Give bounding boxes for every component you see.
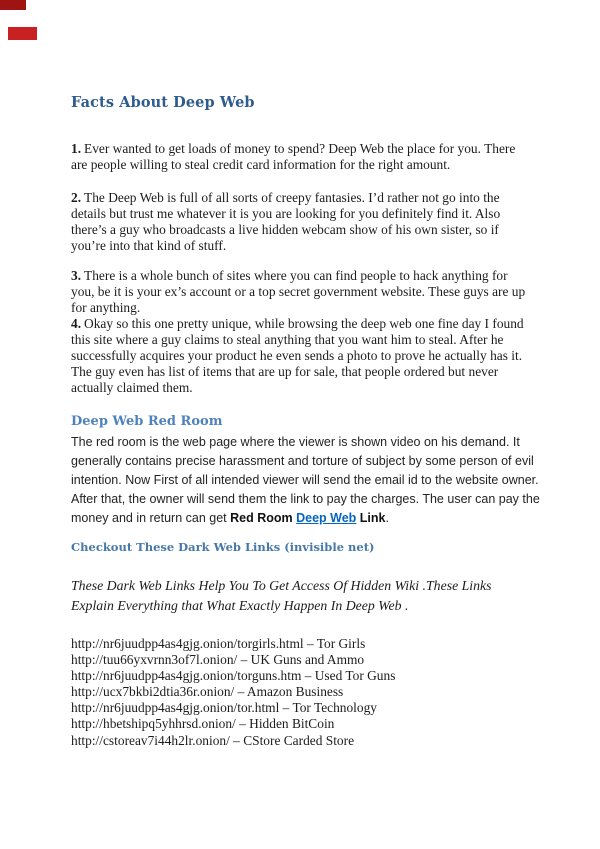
facts-section	[71, 141, 531, 413]
fact-number: 2.	[71, 190, 82, 205]
dark-web-link-line: http://tuu66yxvrnn3of7l.onion/ – UK Guns and Ammo	[71, 652, 365, 668]
dark-web-link-line: http://hbetshipq5yhhrsd.onion/ – Hidden BitCoin	[71, 716, 335, 732]
corner-mark-bottom	[8, 27, 37, 40]
links-note: These Dark Web Links Help You To Get Access Of Hidden Wiki .These Links Explain Everything that What Exactly Happen In Deep Web .	[71, 578, 492, 613]
fact-number: 1.	[71, 141, 82, 156]
fact-text: Ever wanted to get loads of money to spend? Deep Web the place for you. There are people willing to steal credit card information for the right amount.	[71, 141, 516, 172]
checkout-heading: Checkout These Dark Web Links (invisible net)	[71, 540, 375, 554]
fact-text: The Deep Web is full of all sorts of creepy fantasies. I’d rather not go into the details but trust me whatever it is you are looking for you definitely find it. Also there’s a guy who broadcasts a live hidden webcam show of his own sister, so if you’re into that kind of stuff.	[71, 190, 501, 253]
red-room-paragraph	[71, 433, 541, 528]
red-room-heading: Deep Web Red Room	[71, 414, 223, 429]
fact-number: 4.	[71, 316, 82, 331]
fact-paragraph	[71, 141, 531, 173]
sentence-period: .	[385, 511, 389, 525]
red-room-bold-text: Red Room	[230, 511, 297, 525]
fact-text: Okay so this one pretty unique, while browsing the deep web one fine day I found this site where a guy claims to steal anything that you want him to steal. After he successfully acquires your product he even sends a photo to prove he actually has it. The guy even has list of items that are up for sale, that people ordered but never actually claimed them.	[71, 316, 524, 395]
page-title: Facts About Deep Web	[71, 94, 255, 111]
dark-web-link-line: http://nr6juudpp4as4gjg.onion/torguns.htm – Used Tor Guns	[71, 668, 396, 684]
fact-paragraph	[71, 268, 531, 316]
dark-web-link-line: http://nr6juudpp4as4gjg.onion/tor.html – Tor Technology	[71, 700, 377, 716]
link-bold-text: Link	[356, 511, 386, 525]
fact-paragraph	[71, 316, 531, 396]
dark-web-link-line: http://nr6juudpp4as4gjg.onion/torgirls.html – Tor Girls	[71, 636, 366, 651]
corner-mark-top	[0, 0, 26, 10]
dark-web-link-line: http://ucx7bkbi2dtia36r.onion/ – Amazon Business	[71, 684, 344, 700]
deep-web-link[interactable]: Deep Web	[296, 511, 357, 525]
fact-paragraph	[71, 190, 531, 254]
fact-number: 3.	[71, 268, 82, 283]
dark-web-link-line: http://cstoreav7i44h2lr.onion/ – CStore Carded Store	[71, 732, 355, 748]
red-room-text: The red room is the web page where the viewer is shown video on his demand. It generally contains precise harassment and torture of subject by some person of evil intention. Now First of all intended viewer will send the email id to the website owner. After that, the owner will send them the link to pay the charges. The user can pay the money and in return can get	[71, 435, 540, 525]
fact-text: There is a whole bunch of sites where you can find people to hack anything for you, be it is your ex’s account or a top secret government website. These guys are up for anything.	[71, 268, 526, 315]
dark-web-links-list	[71, 636, 551, 749]
